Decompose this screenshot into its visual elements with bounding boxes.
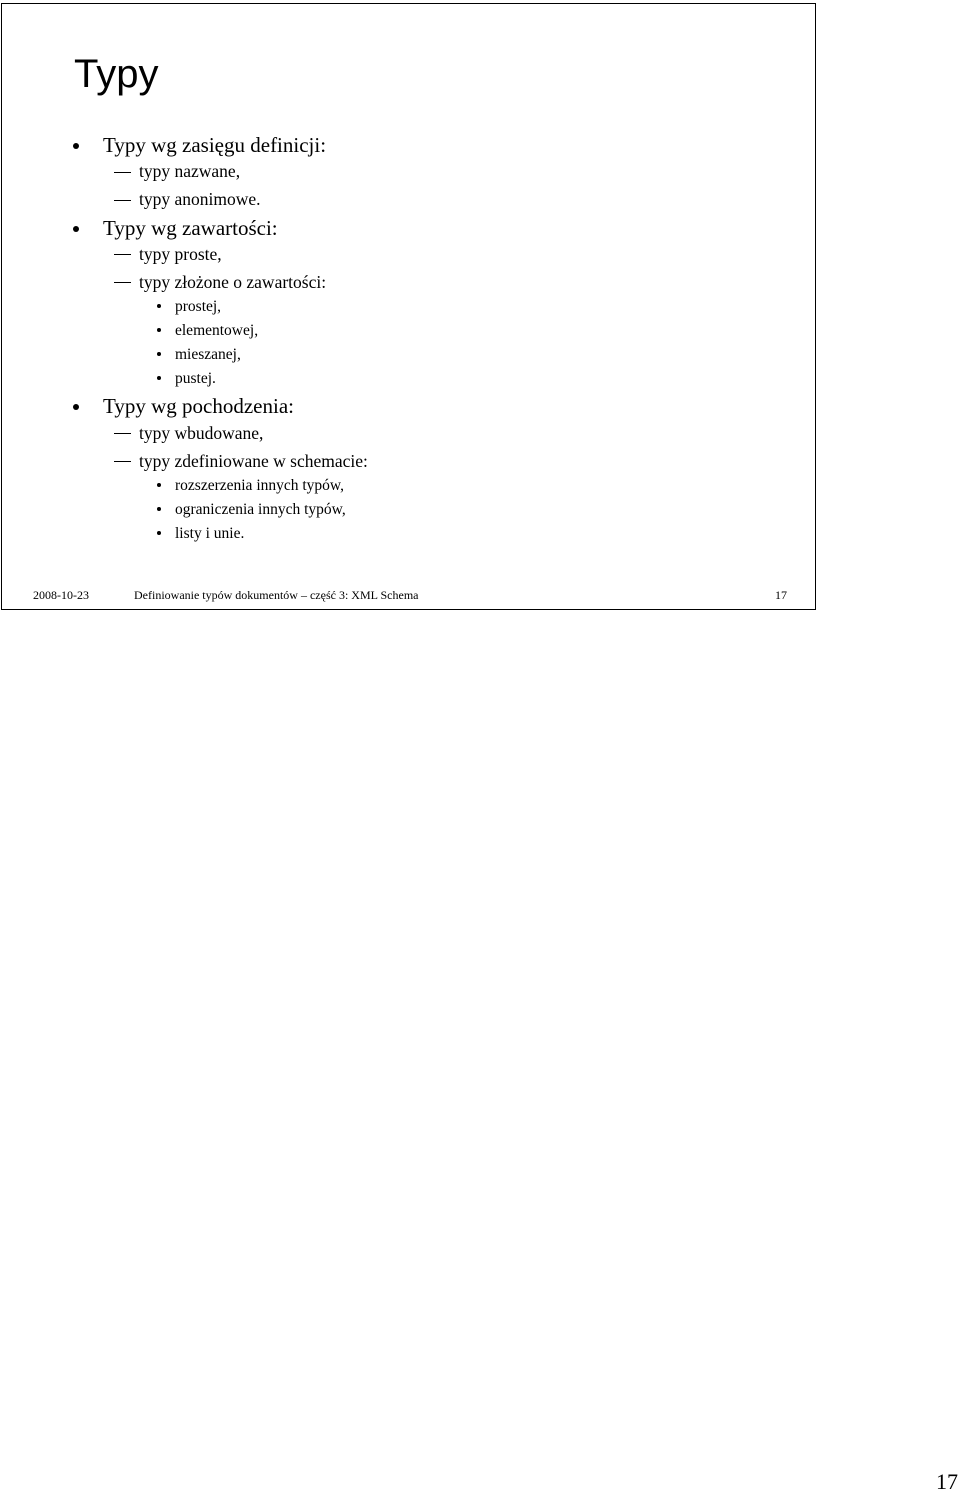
sub-list-item: prostej, <box>175 298 222 315</box>
footer-date: 2008-10-23 <box>33 588 89 602</box>
bullet-icon <box>73 143 79 149</box>
dash-icon <box>114 433 131 434</box>
list-item: typy złożone o zawartości: <box>139 272 327 292</box>
small-bullet-icon <box>157 328 161 332</box>
list-item: typy nazwane, <box>139 161 241 181</box>
list-item: typy anonimowe. <box>139 189 261 209</box>
slide <box>1 3 816 610</box>
sub-list-item: listy i unie. <box>175 525 245 542</box>
small-bullet-icon <box>157 376 161 380</box>
footer-slide-number: 17 <box>775 588 787 602</box>
list-item: typy wbudowane, <box>139 423 264 443</box>
sub-list-item: rozszerzenia innych typów, <box>175 477 344 494</box>
section-heading: Typy wg zasięgu definicji: <box>103 133 327 157</box>
dash-icon <box>114 254 131 255</box>
page-number: 17 <box>936 1469 958 1494</box>
bullet-icon <box>73 226 79 232</box>
small-bullet-icon <box>157 304 161 308</box>
small-bullet-icon <box>157 483 161 487</box>
sub-list-item: elementowej, <box>175 322 259 339</box>
sub-list-item: pustej. <box>175 370 216 387</box>
list-item: typy zdefiniowane w schemacie: <box>139 451 368 471</box>
section-heading: Typy wg pochodzenia: <box>103 394 294 418</box>
sub-list-item: mieszanej, <box>175 346 241 363</box>
small-bullet-icon <box>157 352 161 356</box>
small-bullet-icon <box>157 507 161 511</box>
sub-list-item: ograniczenia innych typów, <box>175 501 346 518</box>
slide-title: Typy <box>74 52 159 96</box>
dash-icon <box>114 172 131 173</box>
dash-icon <box>114 282 131 283</box>
section-heading: Typy wg zawartości: <box>103 216 278 240</box>
small-bullet-icon <box>157 531 161 535</box>
footer-caption: Definiowanie typów dokumentów – część 3: XML Schema <box>134 588 419 602</box>
bullet-icon <box>73 404 79 410</box>
list-item: typy proste, <box>139 244 222 264</box>
dash-icon <box>114 200 131 201</box>
dash-icon <box>114 461 131 462</box>
